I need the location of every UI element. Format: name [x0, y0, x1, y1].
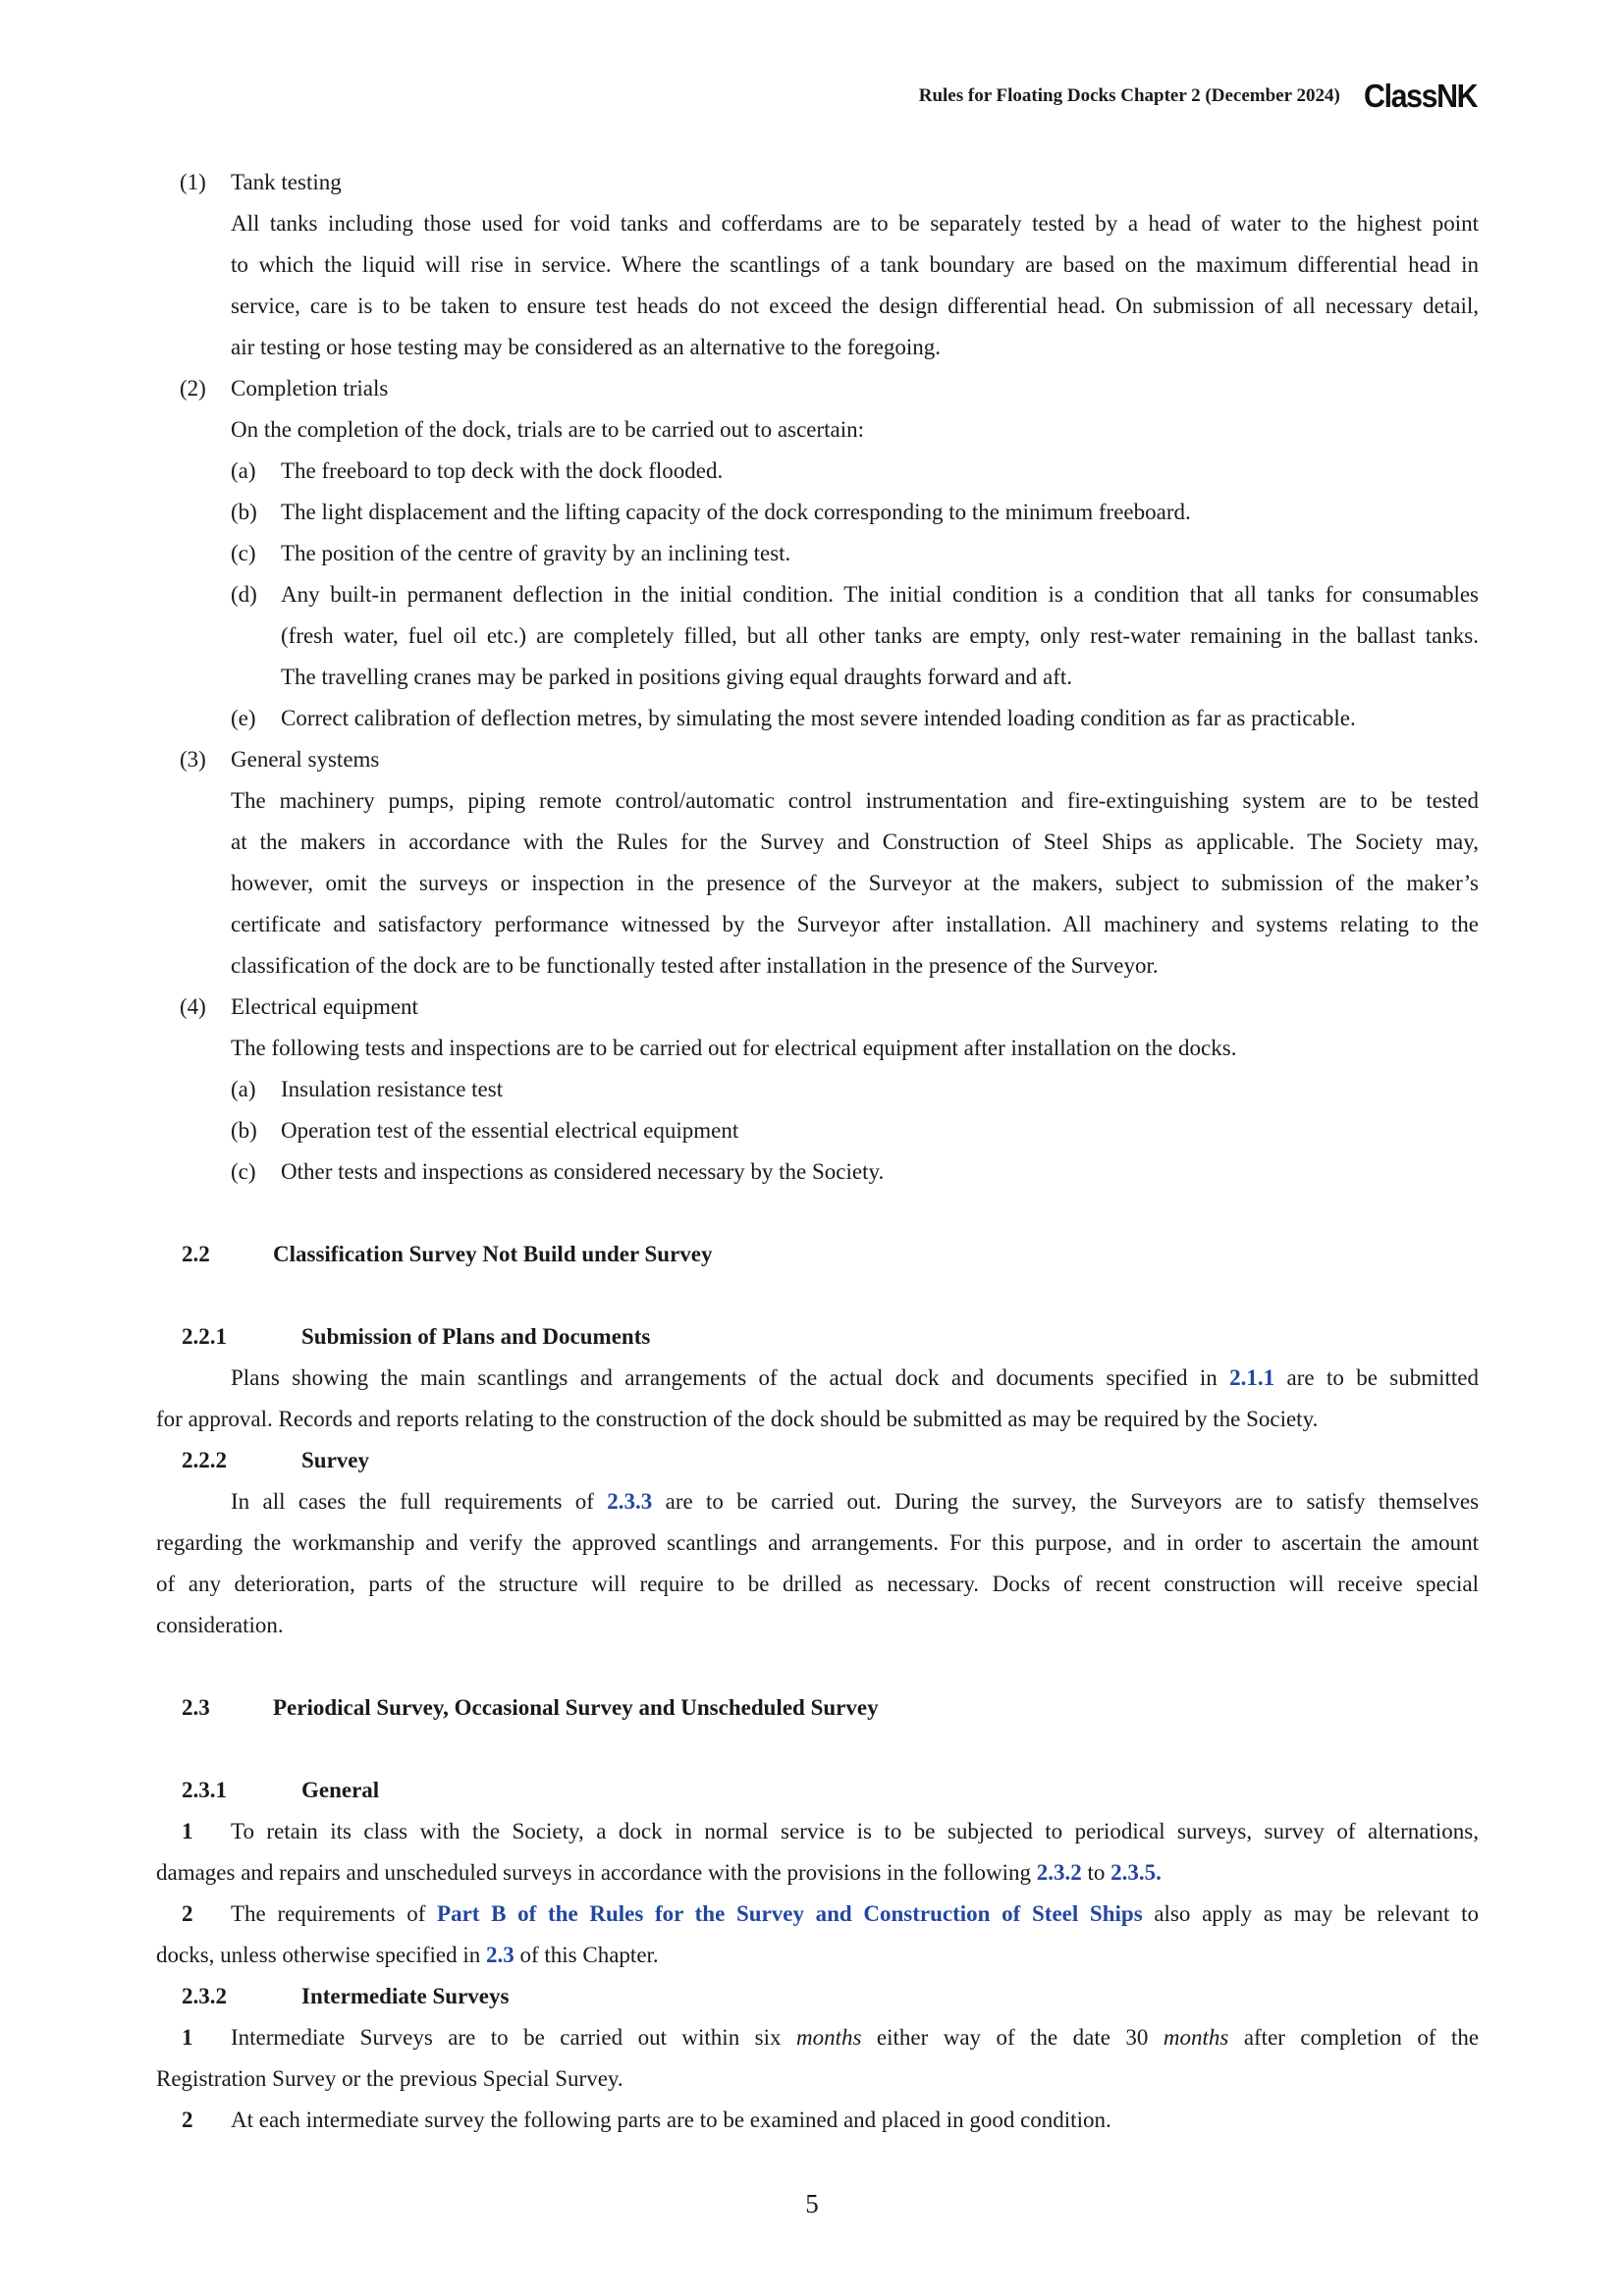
ref-link-part-b[interactable]: Part B of the Rules for the Survey and Construction of Steel Ships — [437, 1901, 1143, 1926]
paragraph-line: docks, unless otherwise specified in 2.3 of this Chapter. — [156, 1943, 659, 1967]
paragraph-line: air testing or hose testing may be considered as an alternative to the foregoing. — [231, 335, 941, 359]
paragraph-line: however, omit the surveys or inspection in the presence of the Surveyor at the makers, subject to submission of the maker’s — [231, 871, 1479, 895]
paragraph-line: At each intermediate survey the following parts are to be examined and placed in good condition. — [231, 2108, 1111, 2132]
paragraph-line: Intermediate Surveys are to be carried out within six months either way of the date 30 months after completion of the — [231, 2025, 1480, 2050]
subitem-label: (a) — [231, 458, 256, 483]
item-title: Completion trials — [231, 376, 389, 400]
paragraph-line: In all cases the full requirements of 2.3.3 are to be carried out. During the survey, the Surveyors are to satisfy themselves — [231, 1489, 1480, 1514]
paragraph-line: at the makers in accordance with the Rules for the Survey and Construction of Steel Ships as applicable. The Society may, — [231, 829, 1479, 854]
paragraph-number: 1 — [182, 1819, 193, 1843]
item-title: Tank testing — [231, 170, 342, 194]
paragraph-line: of any deterioration, parts of the structure will require to be drilled as necessary. Docks of recent construction will receive special — [156, 1572, 1479, 1596]
item-number: (4) — [180, 994, 206, 1019]
section-number: 2.3 — [182, 1695, 210, 1720]
page-header — [919, 77, 1477, 116]
paragraph-line: for approval. Records and reports relating to the construction of the dock should be submitted as may be required by the Society. — [156, 1407, 1319, 1431]
paragraph-number: 2 — [182, 1901, 193, 1926]
paragraph-line: damages and repairs and unscheduled surveys in accordance with the provisions in the following 2.3.2 to 2.3.5. — [156, 1860, 1162, 1885]
subsection-title: Submission of Plans and Documents — [301, 1324, 651, 1349]
paragraph-line: to which the liquid will rise in service. Where the scantlings of a tank boundary are based on the maximum differential head in — [231, 252, 1479, 277]
section-number: 2.2 — [182, 1242, 210, 1266]
header-title: Rules for Floating Docks Chapter 2 (December 2024) — [918, 85, 1340, 106]
subitem-text: Correct calibration of deflection metres, by simulating the most severe intended loading condition as far as practicable. — [281, 706, 1356, 730]
paragraph-line: Plans showing the main scantlings and arrangements of the actual dock and documents specified in 2.1.1 are to be submitted — [231, 1365, 1480, 1390]
subsection-number: 2.3.1 — [182, 1778, 227, 1802]
ref-link-2-3-2[interactable]: 2.3.2 — [1036, 1860, 1082, 1885]
paragraph-line: certificate and satisfactory performance witnessed by the Surveyor after installation. All machinery and systems relating to the — [231, 912, 1479, 936]
page-number: 5 — [805, 2189, 819, 2218]
classnk-logo: ClassNK — [1363, 78, 1477, 114]
item-title: General systems — [231, 747, 380, 772]
paragraph-line: service, care is to be taken to ensure test heads do not exceed the design differential head. On submission of all necessary detail, — [231, 294, 1479, 318]
subitem-label: (b) — [231, 500, 257, 524]
subitem-label: (b) — [231, 1118, 257, 1143]
subitem-text: The freeboard to top deck with the dock flooded. — [281, 458, 724, 483]
paragraph-line: Registration Survey or the previous Special Survey. — [156, 2066, 623, 2091]
subitem-label: (c) — [231, 1159, 256, 1184]
subitem-text: The travelling cranes may be parked in positions giving equal draughts forward and aft. — [281, 665, 1073, 689]
section-title: Periodical Survey, Occasional Survey and Unscheduled Survey — [273, 1695, 879, 1720]
paragraph-line: classification of the dock are to be functionally tested after installation in the presence of the Surveyor. — [231, 953, 1159, 978]
subitem-text: The light displacement and the lifting capacity of the dock corresponding to the minimum freeboard. — [281, 500, 1191, 524]
subitem-text: Other tests and inspections as considered necessary by the Society. — [281, 1159, 885, 1184]
ref-link-2-3-5[interactable]: 2.3.5 — [1110, 1860, 1157, 1885]
item-number: (3) — [180, 747, 206, 772]
paragraph-line: To retain its class with the Society, a dock in normal service is to be subjected to periodical surveys, survey of alternations, — [231, 1819, 1479, 1843]
paragraph-line: regarding the workmanship and verify the approved scantlings and arrangements. For this purpose, and in order to ascertain the amount — [156, 1530, 1479, 1555]
subitem-label: (c) — [231, 541, 256, 565]
paragraph-line: On the completion of the dock, trials are to be carried out to ascertain: — [231, 417, 865, 442]
paragraph-line: The following tests and inspections are to be carried out for electrical equipment after installation on the docks. — [231, 1036, 1237, 1060]
section-title: Classification Survey Not Build under Survey — [273, 1242, 713, 1266]
subsection-title: Intermediate Surveys — [301, 1984, 510, 2008]
subitem-text: Insulation resistance test — [281, 1077, 504, 1101]
subitem-text: The position of the centre of gravity by an inclining test. — [281, 541, 791, 565]
subitem-label: (d) — [231, 582, 257, 607]
ref-link-2-3[interactable]: 2.3 — [485, 1943, 514, 1967]
paragraph-line: The machinery pumps, piping remote control/automatic control instrumentation and fire-extinguishing system are to be tested — [231, 788, 1479, 813]
ref-link-2-1-1[interactable]: 2.1.1 — [1229, 1365, 1275, 1390]
subitem-text: Any built-in permanent deflection in the initial condition. The initial condition is a condition that all tanks for consumables — [281, 582, 1479, 607]
item-number: (1) — [180, 170, 206, 194]
subsection-number: 2.2.2 — [182, 1448, 227, 1472]
subsection-title: General — [301, 1778, 380, 1802]
ref-link-2-3-3[interactable]: 2.3.3 — [607, 1489, 653, 1514]
item-number: (2) — [180, 376, 206, 400]
subitem-text: (fresh water, fuel oil etc.) are completely filled, but all other tanks are empty, only rest-water remaining in the ballast tanks. — [281, 623, 1479, 648]
subitem-text: Operation test of the essential electrical equipment — [281, 1118, 739, 1143]
subitem-label: (e) — [231, 706, 256, 730]
paragraph-line: consideration. — [156, 1613, 284, 1637]
paragraph-line: All tanks including those used for void tanks and cofferdams are to be separately tested by a head of water to the highest point — [231, 211, 1479, 236]
paragraph-number: 1 — [182, 2025, 193, 2050]
paragraph-number: 2 — [182, 2108, 193, 2132]
subsection-number: 2.2.1 — [182, 1324, 227, 1349]
subitem-label: (a) — [231, 1077, 256, 1101]
subsection-number: 2.3.2 — [182, 1984, 227, 2008]
subsection-title: Survey — [301, 1448, 369, 1472]
paragraph-line: The requirements of Part B of the Rules for the Survey and Construction of Steel Ships also apply as may be relevant to — [231, 1901, 1480, 1926]
item-title: Electrical equipment — [231, 994, 418, 1019]
